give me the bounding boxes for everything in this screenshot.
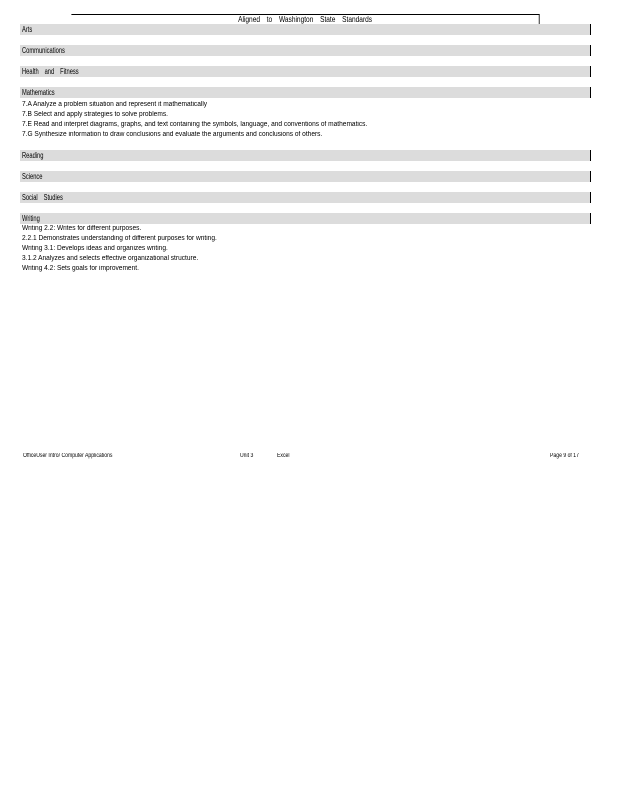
section-health-fitness — [20, 66, 591, 77]
section-reading — [20, 150, 591, 161]
section-science — [20, 171, 591, 182]
list-item: 2.2.1 Demonstrates understanding of different purposes for writing. — [22, 235, 217, 242]
list-item: Writing 4.2: Sets goals for improvement. — [22, 265, 139, 272]
section-label-health-fitness: Health and Fitness — [22, 67, 79, 76]
list-item: 7.B Select and apply strategies to solve problems. — [22, 111, 168, 118]
section-arts — [20, 24, 591, 35]
section-label-mathematics: Mathematics — [22, 88, 55, 97]
section-label-social-studies: Social Studies — [22, 193, 63, 202]
section-label-science: Science — [22, 172, 43, 181]
section-communications — [20, 45, 591, 56]
list-item: 3.1.2 Analyzes and selects effective organizational structure. — [22, 255, 199, 262]
section-label-reading: Reading — [22, 151, 44, 160]
footer-course: OfficeUser Intro/ Computer Applications — [23, 453, 113, 459]
section-writing — [20, 213, 591, 224]
section-mathematics — [20, 87, 591, 98]
mathematics-standards-list — [22, 100, 389, 140]
writing-standards-list — [22, 224, 229, 274]
section-label-communications: Communications — [22, 46, 65, 55]
list-item: Writing 2.2: Writes for different purposes. — [22, 225, 142, 232]
footer-unit: Unit 3 — [240, 453, 254, 459]
footer-topic: Excel — [277, 453, 290, 459]
list-item: 7.G Synthesize information to draw conclusions and evaluate the arguments and conclusions of others. — [22, 131, 323, 138]
list-item: 7.A Analyze a problem situation and represent it mathematically — [22, 101, 208, 108]
list-item: Writing 3.1: Develops ideas and organizes writing. — [22, 245, 168, 252]
list-item: 7.E Read and interpret diagrams, graphs, and text containing the symbols, language, and conventions of mathematics. — [22, 121, 368, 128]
section-social-studies — [20, 192, 591, 203]
standards-title: Aligned to Washington State Standards — [71, 14, 539, 24]
section-label-writing: Writing — [22, 214, 40, 223]
footer-page-number: Page 9 of 17 — [550, 453, 579, 459]
section-label-arts: Arts — [22, 25, 33, 34]
